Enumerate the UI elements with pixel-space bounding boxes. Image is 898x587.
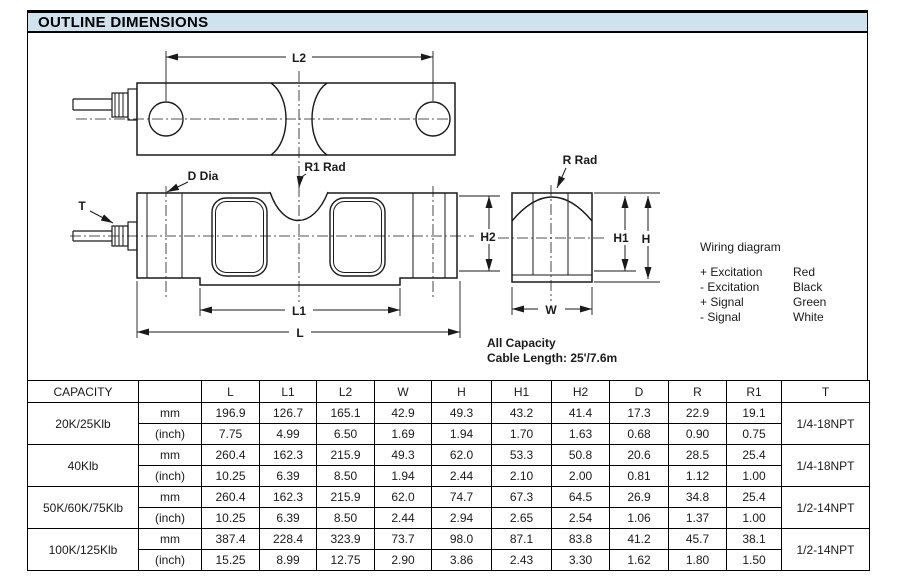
value-cell: 74.7: [432, 487, 492, 508]
thread-cell: 1/2-14NPT: [782, 487, 870, 529]
value-cell: 215.9: [317, 445, 375, 466]
dim-label-l2: L2: [291, 51, 307, 65]
dim-label-t: T: [78, 199, 86, 213]
value-cell: 260.4: [202, 487, 260, 508]
value-cell: 215.9: [317, 487, 375, 508]
wiring-row: [700, 280, 826, 295]
value-cell: 2.00: [552, 466, 610, 487]
value-cell: 0.75: [727, 424, 782, 445]
header-cell: R1: [727, 381, 782, 403]
value-cell: 67.3: [492, 487, 552, 508]
value-cell: 25.4: [727, 445, 782, 466]
header-cell: R: [669, 381, 727, 403]
value-cell: 0.81: [610, 466, 669, 487]
value-cell: 2.10: [492, 466, 552, 487]
wiring-color: Green: [793, 295, 827, 309]
unit-cell: (inch): [139, 508, 202, 529]
value-cell: 2.90: [375, 550, 432, 571]
value-cell: 1.94: [432, 424, 492, 445]
value-cell: 45.7: [669, 529, 727, 550]
value-cell: 10.25: [202, 466, 260, 487]
dim-label-w: W: [545, 303, 557, 317]
capacity-cell: 20K/25Klb: [28, 403, 139, 445]
value-cell: 25.4: [727, 487, 782, 508]
unit-cell: (inch): [139, 466, 202, 487]
unit-cell: (inch): [139, 424, 202, 445]
value-cell: 1.00: [727, 466, 782, 487]
thread-cell: 1/4-18NPT: [782, 445, 870, 487]
table-row: [28, 424, 870, 445]
value-cell: 62.0: [432, 445, 492, 466]
capacity-cell: 50K/60K/75Klb: [28, 487, 139, 529]
dim-label-r: R Rad: [562, 153, 598, 167]
value-cell: 260.4: [202, 445, 260, 466]
table-header-row: [28, 381, 870, 403]
value-cell: 98.0: [432, 529, 492, 550]
table-row: [28, 487, 870, 508]
wiring-color: Black: [793, 280, 823, 294]
value-cell: 7.75: [202, 424, 260, 445]
value-cell: 4.99: [260, 424, 317, 445]
wiring-color: White: [793, 310, 824, 324]
unit-cell: (inch): [139, 550, 202, 571]
value-cell: 8.50: [317, 466, 375, 487]
value-cell: 126.7: [260, 403, 317, 424]
table-row: [28, 403, 870, 424]
unit-cell: mm: [139, 445, 202, 466]
dim-r: [557, 153, 597, 188]
wiring-signal: + Signal: [700, 295, 744, 309]
capacity-cell: 40Klb: [28, 445, 139, 487]
value-cell: 19.1: [727, 403, 782, 424]
dims-table: [27, 380, 870, 571]
table-row: [28, 466, 870, 487]
header-cell: H: [432, 381, 492, 403]
unit-cell: mm: [139, 487, 202, 508]
value-cell: 162.3: [260, 445, 317, 466]
value-cell: 49.3: [432, 403, 492, 424]
value-cell: 1.00: [727, 508, 782, 529]
value-cell: 50.8: [552, 445, 610, 466]
value-cell: 64.5: [552, 487, 610, 508]
value-cell: 49.3: [375, 445, 432, 466]
header-cell-capacity: CAPACITY: [28, 381, 139, 403]
top-view: [73, 50, 455, 184]
table-row: [28, 529, 870, 550]
wiring-row: [700, 295, 826, 310]
value-cell: 12.75: [317, 550, 375, 571]
value-cell: 43.2: [492, 403, 552, 424]
value-cell: 1.63: [552, 424, 610, 445]
header-cell: T: [782, 381, 870, 403]
value-cell: 53.3: [492, 445, 552, 466]
value-cell: 6.50: [317, 424, 375, 445]
dim-label-r1: R1 Rad: [304, 160, 346, 174]
dim-w: [512, 287, 592, 317]
value-cell: 15.25: [202, 550, 260, 571]
value-cell: 1.62: [610, 550, 669, 571]
value-cell: 2.44: [375, 508, 432, 529]
thread-cell: 1/2-14NPT: [782, 529, 870, 571]
value-cell: 28.5: [669, 445, 727, 466]
value-cell: 3.86: [432, 550, 492, 571]
value-cell: 323.9: [317, 529, 375, 550]
header-cell: H1: [492, 381, 552, 403]
dim-label-h2: H2: [480, 230, 496, 244]
value-cell: 1.94: [375, 466, 432, 487]
value-cell: 6.39: [260, 508, 317, 529]
header-cell: D: [610, 381, 669, 403]
value-cell: 3.30: [552, 550, 610, 571]
wiring-diagram: [700, 240, 826, 325]
value-cell: 17.3: [610, 403, 669, 424]
header-cell: W: [375, 381, 432, 403]
value-cell: 83.8: [552, 529, 610, 550]
wiring-title: Wiring diagram: [700, 240, 781, 254]
value-cell: 1.50: [727, 550, 782, 571]
value-cell: 42.9: [375, 403, 432, 424]
value-cell: 2.44: [432, 466, 492, 487]
wiring-row: [700, 310, 826, 325]
value-cell: 2.54: [552, 508, 610, 529]
end-view: [498, 153, 660, 317]
header-cell: L1: [260, 381, 317, 403]
dim-label-l1: L1: [291, 304, 307, 318]
value-cell: 34.8: [669, 487, 727, 508]
dim-h2: [459, 196, 502, 271]
value-cell: 1.80: [669, 550, 727, 571]
value-cell: 73.7: [375, 529, 432, 550]
cable-note: [487, 336, 617, 366]
dim-l1: [200, 288, 400, 318]
value-cell: 1.70: [492, 424, 552, 445]
unit-cell: mm: [139, 529, 202, 550]
value-cell: 162.3: [260, 487, 317, 508]
value-cell: 87.1: [492, 529, 552, 550]
value-cell: 10.25: [202, 508, 260, 529]
dim-label-d: D Dia: [187, 169, 219, 183]
value-cell: 165.1: [317, 403, 375, 424]
value-cell: 1.37: [669, 508, 727, 529]
wiring-signal: - Signal: [700, 310, 741, 324]
dim-d: [167, 169, 219, 192]
value-cell: 26.9: [610, 487, 669, 508]
value-cell: 41.2: [610, 529, 669, 550]
header-cell: L2: [317, 381, 375, 403]
dim-t: [78, 199, 113, 223]
cable-connector-top: [73, 89, 137, 120]
header-cell: H2: [552, 381, 610, 403]
header-cell: L: [202, 381, 260, 403]
table-row: [28, 508, 870, 529]
cable-note-line1: All Capacity: [487, 336, 556, 350]
capacity-cell: 100K/125Klb: [28, 529, 139, 571]
value-cell: 62.0: [375, 487, 432, 508]
value-cell: 20.6: [610, 445, 669, 466]
value-cell: 38.1: [727, 529, 782, 550]
wiring-signal: - Excitation: [700, 280, 760, 294]
value-cell: 1.12: [669, 466, 727, 487]
unit-cell: mm: [139, 403, 202, 424]
wiring-color: Red: [793, 265, 816, 279]
dim-r1: [299, 160, 346, 188]
side-view: [70, 160, 502, 340]
value-cell: 0.90: [669, 424, 727, 445]
value-cell: 2.65: [492, 508, 552, 529]
wiring-row: [700, 265, 826, 280]
dim-label-h1: H1: [613, 231, 629, 245]
value-cell: 1.06: [610, 508, 669, 529]
value-cell: 1.69: [375, 424, 432, 445]
cable-note-line2: Cable Length: 25'/7.6m: [487, 351, 618, 365]
value-cell: 8.50: [317, 508, 375, 529]
dim-label-h: H: [641, 232, 651, 246]
thread-cell: 1/4-18NPT: [782, 403, 870, 445]
value-cell: 6.39: [260, 466, 317, 487]
value-cell: 228.4: [260, 529, 317, 550]
header-cell-unit: [139, 381, 202, 403]
dim-label-l: L: [296, 326, 304, 340]
value-cell: 22.9: [669, 403, 727, 424]
table-row: [28, 550, 870, 571]
value-cell: 2.43: [492, 550, 552, 571]
value-cell: 41.4: [552, 403, 610, 424]
wiring-signal: + Excitation: [700, 265, 763, 279]
value-cell: 8.99: [260, 550, 317, 571]
value-cell: 0.68: [610, 424, 669, 445]
table-row: [28, 445, 870, 466]
value-cell: 387.4: [202, 529, 260, 550]
page-title: OUTLINE DIMENSIONS: [38, 13, 209, 31]
value-cell: 2.94: [432, 508, 492, 529]
value-cell: 196.9: [202, 403, 260, 424]
